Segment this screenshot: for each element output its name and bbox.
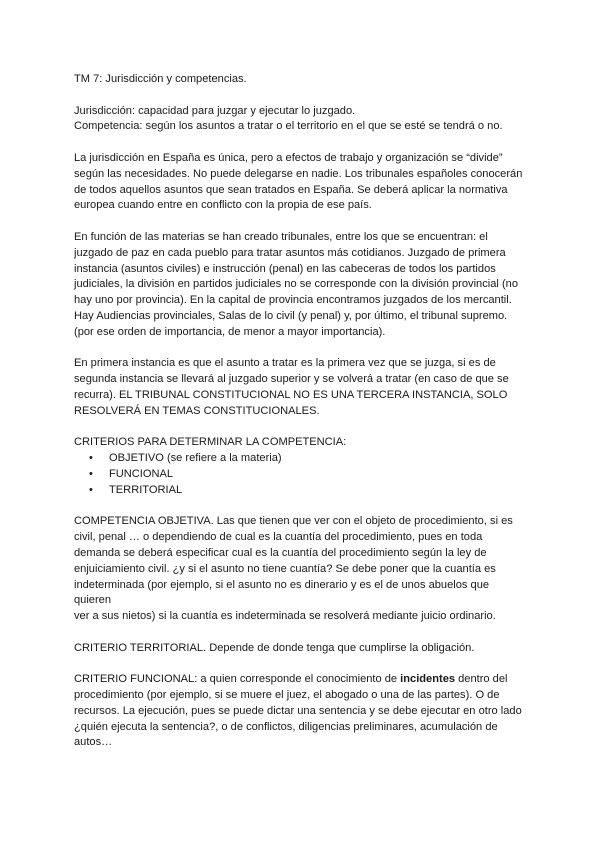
bold-term-incidentes: incidentes: [400, 673, 456, 686]
criterios-heading: CRITERIOS PARA DETERMINAR LA COMPETENCIA:: [74, 436, 347, 449]
paragraph-competencia-objetiva: [74, 514, 529, 625]
text-line: indeterminada (por ejemplo, si el asunto no es dinerario y es el de unos abuelos que quieren: [74, 578, 490, 607]
text-line: de todos aquellos asuntos que sean tratados en España. Se deberá aplicar la normativa: [74, 183, 508, 196]
text-line: [74, 672, 529, 688]
text-line: COMPETENCIA OBJETIVA. Las que tienen que ver con el objeto de procedimiento, si es: [74, 515, 513, 528]
text-line: procedimiento (por ejemplo, si se muere el juez, el abogado o una de las partes). O de: [74, 689, 500, 702]
text-line: recurra). EL TRIBUNAL CONSTITUCIONAL NO ES UNA TERCERA INSTANCIA, SOLO: [74, 388, 508, 401]
definition-competencia: Competencia: según los asuntos a tratar o el territorio en el que se esté se tendrá o no.: [74, 120, 503, 133]
text-line: La jurisdicción en España es única, pero a efectos de trabajo y organización se “divide”: [74, 151, 503, 164]
text-line: En primera instancia es que el asunto a tratar es la primera vez que se juzga, si es de: [74, 357, 496, 370]
text-line: segunda instancia se llevará al juzgado superior y se volverá a tratar (en caso de que se: [74, 373, 509, 386]
paragraph-instancias: [74, 356, 529, 419]
text-line: demanda se deberá especificar cual es la cuantía del procedimiento según la ley de: [74, 546, 487, 559]
text-line: civil, penal … o dependiendo de cual es la cuantía del procedimiento, pues en toda: [74, 531, 483, 544]
text-line: (por ese orden de importancia, de menor a mayor importancia).: [74, 325, 386, 338]
text-line: autos…: [74, 736, 113, 749]
paragraph-tribunales: [74, 230, 529, 341]
text-line: ver a sus nietos) si la cuantía es indeterminada se resolverá mediante juicio ordinario.: [74, 610, 496, 623]
text-line: RESOLVERÁ EN TEMAS CONSTITUCIONALES.: [74, 404, 320, 417]
paragraph-jurisdiccion: [74, 151, 529, 214]
criterios-list: [74, 451, 529, 498]
text-line: enjuiciamiento civil. ¿y si el asunto no tiene cuantía? Se debe poner que la cuantía es: [74, 562, 496, 575]
list-item: • OBJETIVO (se refiere a la materia): [109, 451, 529, 467]
definition-jurisdiccion: Jurisdicción: capacidad para juzgar y ejecutar lo juzgado.: [74, 104, 356, 117]
list-item: • FUNCIONAL: [109, 467, 529, 483]
paragraph-criterio-territorial: CRITERIO TERRITORIAL. Depende de donde tenga que cumplirse la obligación.: [74, 641, 475, 654]
text-run: CRITERIO FUNCIONAL: a quien corresponde el conocimiento de: [74, 673, 401, 686]
text-line: En función de las materias se han creado tribunales, entre los que se encuentran: el: [74, 230, 488, 243]
text-line: hay uno por provincia). En la capital de provincia encontramos juzgados de los mercantil.: [74, 294, 512, 307]
document-page: [74, 72, 529, 751]
text-line: juzgado de paz en cada pueblo para tratar asuntos más cotidianos. Juzgado de primera: [74, 246, 506, 259]
text-line: europea cuando entre en conflicto con la propia de ese país.: [74, 199, 372, 212]
text-line: según las necesidades. No puede delegarse en nadie. Los tribunales españoles conocerán: [74, 167, 523, 180]
text-line: instancia (asuntos civiles) e instrucción (penal) en las cabeceras de todos los partidos: [74, 262, 496, 275]
text-line: ¿quién ejecuta la sentencia?, o de conflictos, diligencias preliminares, acumulación de: [74, 720, 498, 733]
text-run: dentro del: [455, 673, 508, 686]
text-line: recursos. La ejecución, pues se puede dictar una sentencia y se debe ejecutar en otro lado: [74, 704, 522, 717]
document-title: TM 7: Jurisdicción y competencias.: [74, 73, 247, 85]
paragraph-criterio-funcional: [74, 672, 529, 751]
text-line: judiciales, la división en partidos judiciales no se corresponde con la división provincial (no: [74, 278, 518, 291]
list-item: • TERRITORIAL: [109, 483, 529, 499]
text-line: Hay Audiencias provinciales, Salas de lo civil (y penal) y, por último, el tribunal supremo.: [74, 309, 508, 322]
